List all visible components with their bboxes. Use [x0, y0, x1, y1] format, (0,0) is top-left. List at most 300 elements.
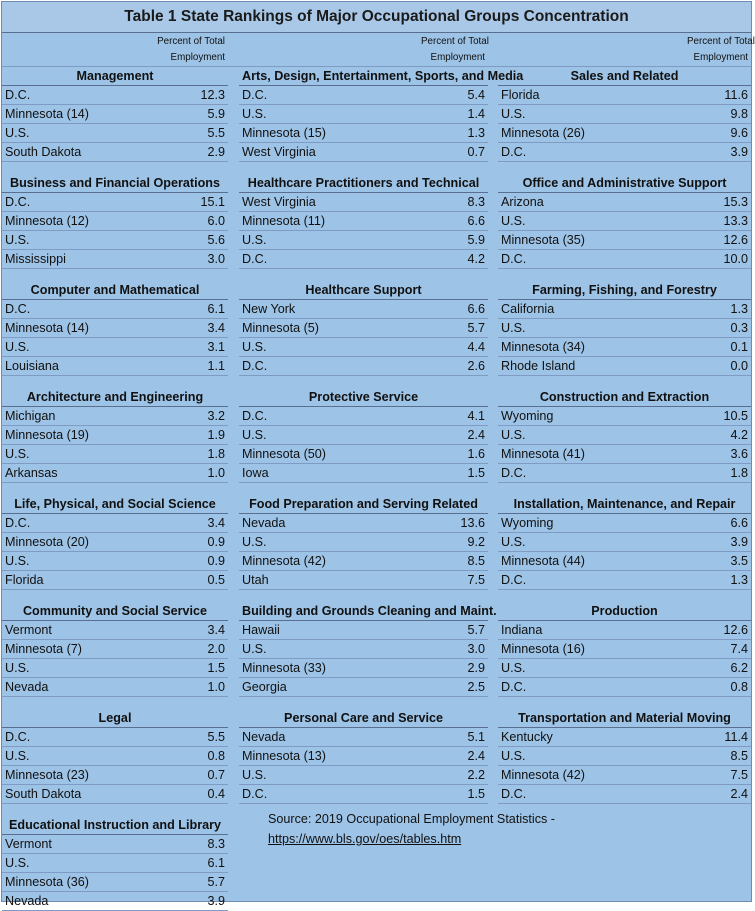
table-row — [2, 766, 751, 785]
group-header: Production — [498, 602, 751, 621]
state-name: Minnesota (44) — [498, 552, 684, 571]
spacer — [418, 892, 488, 911]
percent-value: 1.1 — [152, 357, 228, 376]
state-name: Rhode Island — [498, 357, 684, 376]
table-row — [2, 571, 751, 590]
state-name: D.C. — [239, 357, 418, 376]
state-name: U.S. — [2, 124, 152, 143]
spacer — [228, 892, 239, 911]
percent-value: 2.0 — [152, 640, 228, 659]
state-name: Minnesota (23) — [2, 766, 152, 785]
spacer — [488, 659, 498, 678]
percent-value: 2.6 — [418, 357, 488, 376]
percent-value: 8.3 — [418, 193, 488, 212]
table-row — [2, 193, 751, 212]
state-name: Minnesota (42) — [239, 552, 418, 571]
state-name: U.S. — [239, 766, 418, 785]
rankings-table — [2, 34, 755, 911]
percent-value: 11.6 — [684, 86, 751, 105]
table-row — [2, 407, 751, 426]
percent-value: 4.2 — [418, 250, 488, 269]
state-name: D.C. — [498, 250, 684, 269]
spacer — [488, 621, 498, 640]
state-name: U.S. — [2, 854, 152, 873]
group-header: Building and Grounds Cleaning and Maint. — [239, 602, 488, 621]
percent-value: 0.1 — [684, 338, 751, 357]
spacer — [488, 124, 498, 143]
spacer — [488, 193, 498, 212]
group-header: Sales and Related — [498, 67, 751, 86]
percent-value: 2.9 — [152, 143, 228, 162]
state-name: Minnesota (15) — [239, 124, 418, 143]
spacer — [488, 250, 498, 269]
spacer — [228, 445, 239, 464]
spacer — [228, 785, 239, 804]
block-gap — [2, 376, 751, 389]
source-link[interactable]: https://www.bls.gov/oes/tables.htm — [268, 832, 462, 846]
spacer — [228, 67, 239, 86]
spacer — [498, 50, 684, 67]
spacer — [488, 464, 498, 483]
percent-value: 2.2 — [418, 766, 488, 785]
spacer — [684, 835, 751, 854]
spacer — [418, 854, 488, 873]
table-row — [2, 892, 751, 911]
percent-value: 9.8 — [684, 105, 751, 124]
block-gap — [2, 697, 751, 710]
table-row — [2, 86, 751, 105]
state-name: U.S. — [239, 338, 418, 357]
state-name: Minnesota (12) — [2, 212, 152, 231]
percent-value: 3.5 — [684, 552, 751, 571]
spacer — [488, 86, 498, 105]
state-name: Minnesota (33) — [239, 659, 418, 678]
spacer — [228, 86, 239, 105]
spacer — [228, 174, 239, 193]
state-name: U.S. — [498, 105, 684, 124]
percent-value: 5.9 — [152, 105, 228, 124]
percent-value: 15.1 — [152, 193, 228, 212]
state-name: Hawaii — [239, 621, 418, 640]
percent-value: 11.4 — [684, 728, 751, 747]
percent-value: 2.4 — [418, 426, 488, 445]
table-row — [2, 124, 751, 143]
group-header: Transportation and Material Moving — [498, 709, 751, 728]
state-name: Indiana — [498, 621, 684, 640]
spacer — [228, 514, 239, 533]
state-name: New York — [239, 300, 418, 319]
group-header: Architecture and Engineering — [2, 388, 228, 407]
percent-value: 0.9 — [152, 552, 228, 571]
state-name: U.S. — [498, 533, 684, 552]
state-name: Vermont — [2, 621, 152, 640]
percent-header-label: Percent of Total — [421, 36, 489, 47]
state-name: U.S. — [239, 231, 418, 250]
table-row — [2, 728, 751, 747]
percent-value: 3.2 — [152, 407, 228, 426]
table-frame — [1, 1, 755, 908]
spacer — [228, 552, 239, 571]
spacer — [488, 533, 498, 552]
spacer — [228, 816, 239, 835]
table-row — [2, 143, 751, 162]
percent-value: 7.5 — [418, 571, 488, 590]
spacer — [488, 445, 498, 464]
group-header: Installation, Maintenance, and Repair — [498, 495, 751, 514]
state-name: Arizona — [498, 193, 684, 212]
state-name: U.S. — [2, 231, 152, 250]
spacer — [488, 212, 498, 231]
percent-header-label: Percent of Total — [157, 36, 225, 47]
state-name: U.S. — [2, 552, 152, 571]
group-header: Arts, Design, Entertainment, Sports, and Media — [239, 67, 488, 86]
percent-value: 6.0 — [152, 212, 228, 231]
spacer — [228, 105, 239, 124]
percent-value: 0.3 — [684, 319, 751, 338]
percent-value: 1.5 — [418, 785, 488, 804]
spacer — [228, 602, 239, 621]
state-name: Minnesota (41) — [498, 445, 684, 464]
spacer — [228, 281, 239, 300]
percent-value: 5.5 — [152, 728, 228, 747]
spacer — [228, 50, 239, 67]
percent-value: 5.5 — [152, 124, 228, 143]
state-name: Minnesota (5) — [239, 319, 418, 338]
percent-value: 5.9 — [418, 231, 488, 250]
spacer — [239, 854, 418, 873]
percent-value: 12.6 — [684, 231, 751, 250]
group-header: Educational Instruction and Library — [2, 816, 228, 835]
state-name: Nevada — [2, 892, 152, 911]
percent-value: 12.3 — [152, 86, 228, 105]
percent-value: 3.4 — [152, 514, 228, 533]
percent-value: 9.2 — [418, 533, 488, 552]
state-name: West Virginia — [239, 143, 418, 162]
spacer — [228, 193, 239, 212]
spacer — [228, 571, 239, 590]
percent-value: 1.8 — [152, 445, 228, 464]
spacer — [239, 892, 418, 911]
state-name: U.S. — [2, 747, 152, 766]
percent-value: 0.4 — [152, 785, 228, 804]
spacer — [488, 571, 498, 590]
state-name: U.S. — [498, 426, 684, 445]
spacer — [488, 34, 498, 50]
table-row — [2, 250, 751, 269]
table-row — [2, 621, 751, 640]
percent-value: 1.5 — [418, 464, 488, 483]
state-name: Wyoming — [498, 514, 684, 533]
state-name: South Dakota — [2, 143, 152, 162]
source-text: Source: 2019 Occupational Employment Statistics - — [268, 812, 555, 826]
state-name: Minnesota (35) — [498, 231, 684, 250]
spacer — [488, 50, 498, 67]
table-row — [2, 785, 751, 804]
spacer — [498, 873, 684, 892]
spacer — [228, 388, 239, 407]
percent-value: 7.5 — [684, 766, 751, 785]
state-name: Michigan — [2, 407, 152, 426]
percent-value: 6.6 — [684, 514, 751, 533]
state-name: South Dakota — [2, 785, 152, 804]
spacer — [2, 50, 152, 67]
percent-value: 1.3 — [684, 300, 751, 319]
state-name: D.C. — [239, 250, 418, 269]
spacer — [228, 533, 239, 552]
group-header: Life, Physical, and Social Science — [2, 495, 228, 514]
percent-value: 0.7 — [152, 766, 228, 785]
spacer — [228, 426, 239, 445]
percent-value: 7.4 — [684, 640, 751, 659]
spacer — [488, 766, 498, 785]
spacer — [228, 250, 239, 269]
percent-header-label: Employment — [684, 50, 751, 67]
spacer — [228, 495, 239, 514]
spacer — [228, 143, 239, 162]
state-name: U.S. — [498, 659, 684, 678]
percent-header-label: Employment — [418, 50, 488, 67]
table-row — [2, 212, 751, 231]
state-name: D.C. — [498, 143, 684, 162]
spacer — [488, 300, 498, 319]
spacer — [488, 709, 498, 728]
table-row — [2, 533, 751, 552]
spacer — [488, 873, 498, 892]
state-name: Minnesota (14) — [2, 105, 152, 124]
percent-value: 13.6 — [418, 514, 488, 533]
state-name: D.C. — [498, 571, 684, 590]
percent-value: 0.5 — [152, 571, 228, 590]
percent-value: 0.9 — [152, 533, 228, 552]
percent-value: 1.8 — [684, 464, 751, 483]
percent-value: 3.0 — [418, 640, 488, 659]
spacer — [498, 892, 684, 911]
state-name: D.C. — [498, 464, 684, 483]
spacer — [488, 514, 498, 533]
state-name: Nevada — [239, 728, 418, 747]
percent-value: 2.4 — [418, 747, 488, 766]
spacer — [228, 678, 239, 697]
spacer — [228, 300, 239, 319]
table-row — [2, 514, 751, 533]
percent-value: 6.6 — [418, 300, 488, 319]
spacer — [488, 747, 498, 766]
state-name: D.C. — [2, 514, 152, 533]
percent-value: 12.6 — [684, 621, 751, 640]
spacer — [488, 552, 498, 571]
group-header: Protective Service — [239, 388, 488, 407]
table-row — [2, 854, 751, 873]
group-header: Construction and Extraction — [498, 388, 751, 407]
spacer — [684, 892, 751, 911]
spacer — [684, 873, 751, 892]
percent-value: 8.3 — [152, 835, 228, 854]
percent-value: 1.5 — [152, 659, 228, 678]
percent-value: 5.6 — [152, 231, 228, 250]
percent-value: 4.4 — [418, 338, 488, 357]
state-name: Wyoming — [498, 407, 684, 426]
state-name: Minnesota (34) — [498, 338, 684, 357]
group-header: Healthcare Support — [239, 281, 488, 300]
table-row — [2, 552, 751, 571]
percent-value: 4.1 — [418, 407, 488, 426]
spacer — [488, 105, 498, 124]
spacer — [488, 640, 498, 659]
percent-value: 5.7 — [152, 873, 228, 892]
source-note — [268, 809, 555, 849]
spacer — [488, 338, 498, 357]
state-name: U.S. — [2, 338, 152, 357]
spacer — [488, 407, 498, 426]
percent-value: 3.6 — [684, 445, 751, 464]
spacer — [488, 143, 498, 162]
percent-value: 8.5 — [684, 747, 751, 766]
spacer — [228, 231, 239, 250]
group-header: Computer and Mathematical — [2, 281, 228, 300]
group-header: Farming, Fishing, and Forestry — [498, 281, 751, 300]
state-name: U.S. — [239, 105, 418, 124]
block-gap — [2, 269, 751, 282]
spacer — [228, 34, 239, 50]
state-name: Florida — [2, 571, 152, 590]
state-name: Minnesota (11) — [239, 212, 418, 231]
block-gap — [2, 590, 751, 603]
percent-value: 10.5 — [684, 407, 751, 426]
state-name: Nevada — [2, 678, 152, 697]
state-name: U.S. — [239, 533, 418, 552]
percent-value: 3.4 — [152, 621, 228, 640]
spacer — [228, 873, 239, 892]
state-name: Minnesota (13) — [239, 747, 418, 766]
state-name: U.S. — [239, 426, 418, 445]
spacer — [498, 854, 684, 873]
state-name: D.C. — [2, 193, 152, 212]
spacer — [228, 854, 239, 873]
state-name: West Virginia — [239, 193, 418, 212]
state-name: Minnesota (42) — [498, 766, 684, 785]
state-name: Utah — [239, 571, 418, 590]
state-name: Minnesota (50) — [239, 445, 418, 464]
table-row — [2, 300, 751, 319]
spacer — [239, 34, 418, 50]
percent-value: 2.4 — [684, 785, 751, 804]
percent-value: 2.5 — [418, 678, 488, 697]
state-name: D.C. — [2, 300, 152, 319]
table-row — [2, 338, 751, 357]
table-row — [2, 659, 751, 678]
percent-value: 3.4 — [152, 319, 228, 338]
group-header: Management — [2, 67, 228, 86]
table-row — [2, 231, 751, 250]
percent-value: 3.9 — [684, 143, 751, 162]
spacer — [488, 728, 498, 747]
spacer — [488, 357, 498, 376]
spacer — [228, 357, 239, 376]
spacer — [228, 835, 239, 854]
state-name: U.S. — [2, 445, 152, 464]
state-name: U.S. — [239, 640, 418, 659]
state-name: D.C. — [239, 407, 418, 426]
percent-value: 1.3 — [684, 571, 751, 590]
table-row — [2, 678, 751, 697]
spacer — [488, 319, 498, 338]
state-name: Georgia — [239, 678, 418, 697]
percent-value: 2.9 — [418, 659, 488, 678]
percent-header-label: Employment — [152, 50, 228, 67]
percent-value: 6.1 — [152, 300, 228, 319]
spacer — [498, 34, 684, 50]
percent-value: 6.6 — [418, 212, 488, 231]
state-name: U.S. — [498, 212, 684, 231]
group-header: Healthcare Practitioners and Technical — [239, 174, 488, 193]
spacer — [684, 854, 751, 873]
table-row — [2, 873, 751, 892]
spacer — [488, 892, 498, 911]
percent-value: 1.6 — [418, 445, 488, 464]
group-header: Food Preparation and Serving Related — [239, 495, 488, 514]
state-name: Arkansas — [2, 464, 152, 483]
spacer — [488, 174, 498, 193]
group-header: Community and Social Service — [2, 602, 228, 621]
spacer — [239, 50, 418, 67]
percent-header-label: Percent of Total — [687, 36, 755, 47]
spacer — [488, 281, 498, 300]
state-name: Iowa — [239, 464, 418, 483]
spacer — [228, 464, 239, 483]
table-title: Table 1 State Rankings of Major Occupational Groups Concentration — [2, 2, 751, 33]
spacer — [228, 212, 239, 231]
state-name: Kentucky — [498, 728, 684, 747]
group-header: Legal — [2, 709, 228, 728]
state-name: Minnesota (26) — [498, 124, 684, 143]
percent-value: 1.4 — [418, 105, 488, 124]
state-name: Minnesota (36) — [2, 873, 152, 892]
group-header: Personal Care and Service — [239, 709, 488, 728]
spacer — [228, 640, 239, 659]
state-name: Minnesota (20) — [2, 533, 152, 552]
spacer — [418, 873, 488, 892]
table-row — [2, 445, 751, 464]
spacer — [228, 338, 239, 357]
spacer — [228, 319, 239, 338]
percent-value: 13.3 — [684, 212, 751, 231]
spacer — [228, 621, 239, 640]
state-name: Minnesota (19) — [2, 426, 152, 445]
spacer — [488, 495, 498, 514]
percent-value: 5.7 — [418, 621, 488, 640]
spacer — [239, 873, 418, 892]
state-name: U.S. — [2, 659, 152, 678]
table-row — [2, 747, 751, 766]
percent-value: 3.9 — [684, 533, 751, 552]
percent-value: 5.1 — [418, 728, 488, 747]
spacer — [228, 709, 239, 728]
table-row — [2, 105, 751, 124]
percent-value: 8.5 — [418, 552, 488, 571]
state-name: Minnesota (16) — [498, 640, 684, 659]
state-name: Minnesota (7) — [2, 640, 152, 659]
percent-value: 1.0 — [152, 678, 228, 697]
table-row — [2, 426, 751, 445]
spacer — [228, 747, 239, 766]
state-name: Nevada — [239, 514, 418, 533]
percent-value: 4.2 — [684, 426, 751, 445]
percent-value: 3.9 — [152, 892, 228, 911]
table-row — [2, 319, 751, 338]
spacer — [228, 728, 239, 747]
state-name: D.C. — [239, 86, 418, 105]
table-row — [2, 357, 751, 376]
